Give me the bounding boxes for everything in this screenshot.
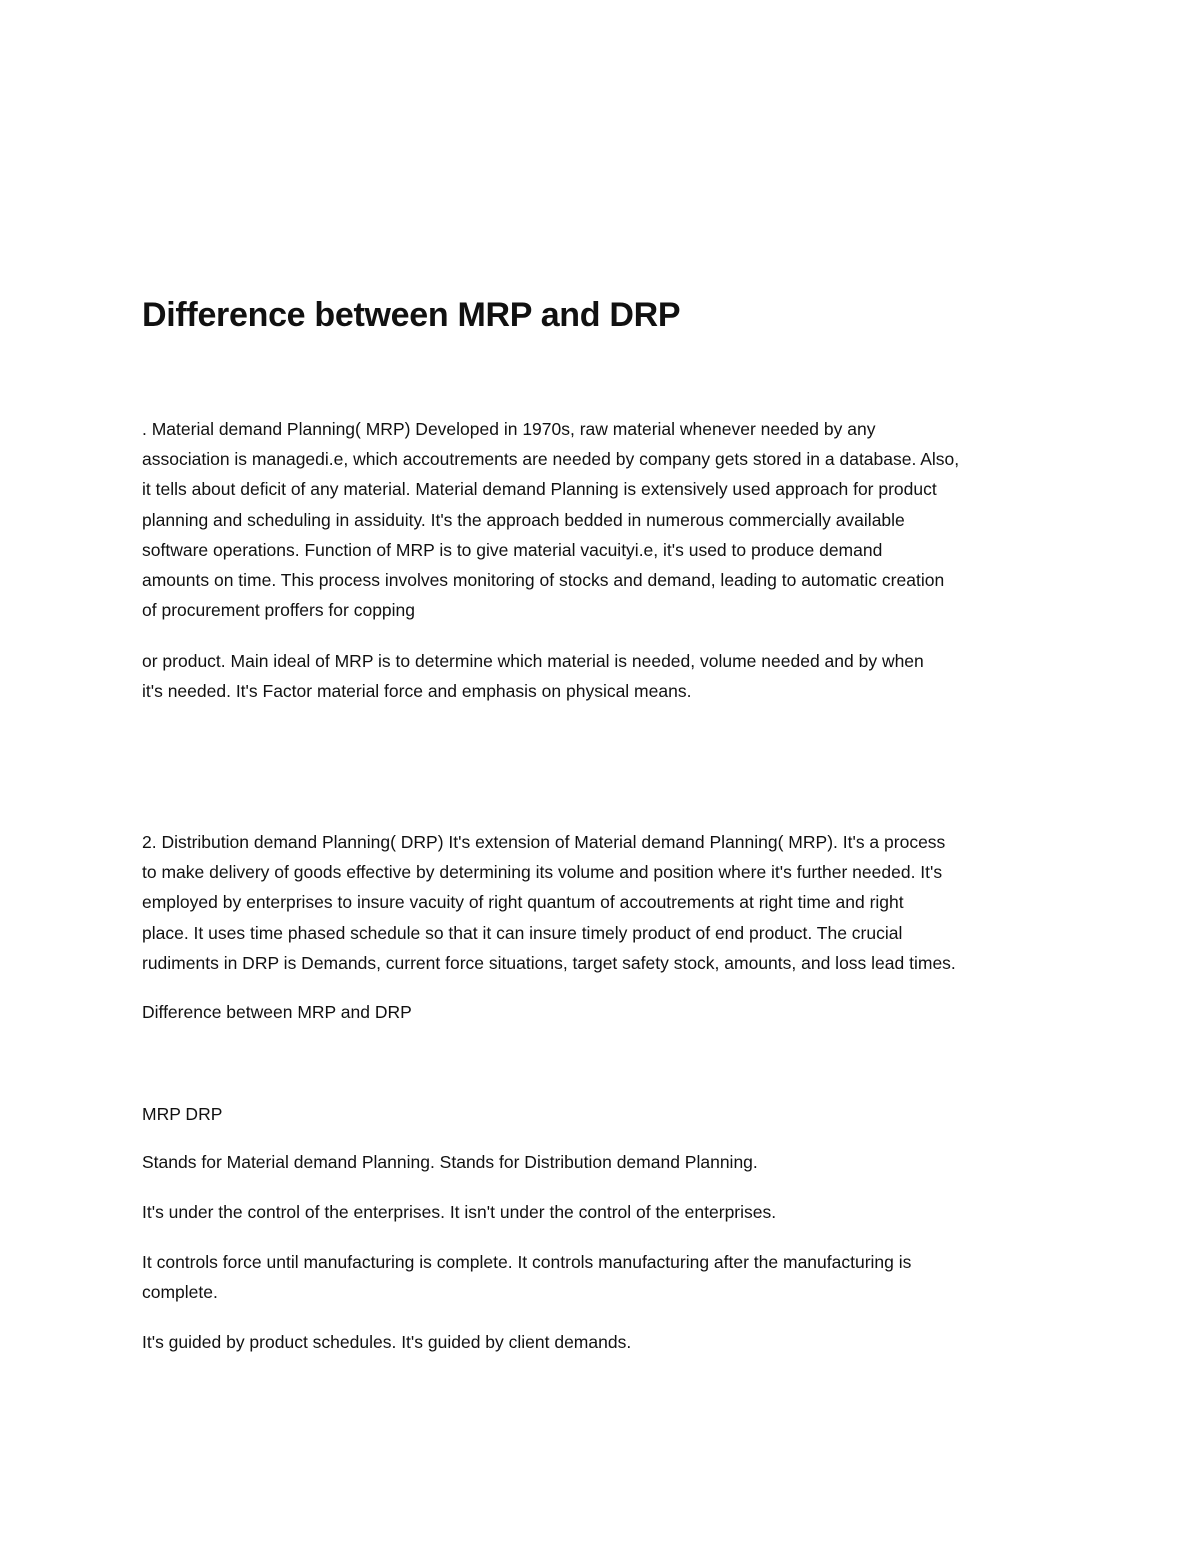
text-line: of procurement proffers for copping xyxy=(142,600,416,621)
comparison-row: It's guided by product schedules. It's guided by client demands. xyxy=(142,1332,632,1352)
text-line: 2. Distribution demand Planning( DRP) It's extension of Material demand Planning( MRP). It's a process xyxy=(142,832,946,852)
comparison-row xyxy=(142,1247,1062,1307)
document-title: Difference between MRP and DRP xyxy=(142,296,681,334)
comparison-row: Stands for Material demand Planning. Stands for Distribution demand Planning. xyxy=(142,1152,758,1172)
paragraph-drp xyxy=(142,827,1062,978)
text-line: to make delivery of goods effective by determining its volume and position where it's further needed. It's xyxy=(142,862,943,883)
text-line: association is managedi.e, which accoutrements are needed by company gets stored in a database. Also, xyxy=(142,449,960,470)
comparison-header: MRP DRP xyxy=(142,1104,223,1124)
text-line: employed by enterprises to insure vacuity of right quantum of accoutrements at right time and right xyxy=(142,892,904,913)
text-line: it tells about deficit of any material. Material demand Planning is extensively used approach for product xyxy=(142,479,937,500)
text-line: software operations. Function of MRP is to give material vacuityi.e, it's used to produce demand xyxy=(142,539,883,560)
paragraph-mrp-intro xyxy=(142,414,1062,625)
text-line: planning and scheduling in assiduity. It's the approach bedded in numerous commercially available xyxy=(142,509,905,530)
subheading: Difference between MRP and DRP xyxy=(142,1002,412,1022)
text-line: . Material demand Planning( MRP) Developed in 1970s, raw material whenever needed by any xyxy=(142,419,876,439)
text-line: amounts on time. This process involves monitoring of stocks and demand, leading to automatic creation xyxy=(142,570,945,591)
text-line: rudiments in DRP is Demands, current force situations, target safety stock, amounts, and loss lead times. xyxy=(142,952,956,973)
paragraph-mrp-continued xyxy=(142,646,1062,706)
text-line: place. It uses time phased schedule so that it can insure timely product of end product. The crucial xyxy=(142,922,903,943)
comparison-row: It's under the control of the enterprises. It isn't under the control of the enterprises. xyxy=(142,1202,777,1222)
text-line: or product. Main ideal of MRP is to determine which material is needed, volume needed and by when xyxy=(142,651,924,671)
text-line: It controls force until manufacturing is complete. It controls manufacturing after the manufacturing is xyxy=(142,1252,912,1272)
text-line: it's needed. It's Factor material force and emphasis on physical means. xyxy=(142,681,692,702)
text-line: complete. xyxy=(142,1282,218,1303)
